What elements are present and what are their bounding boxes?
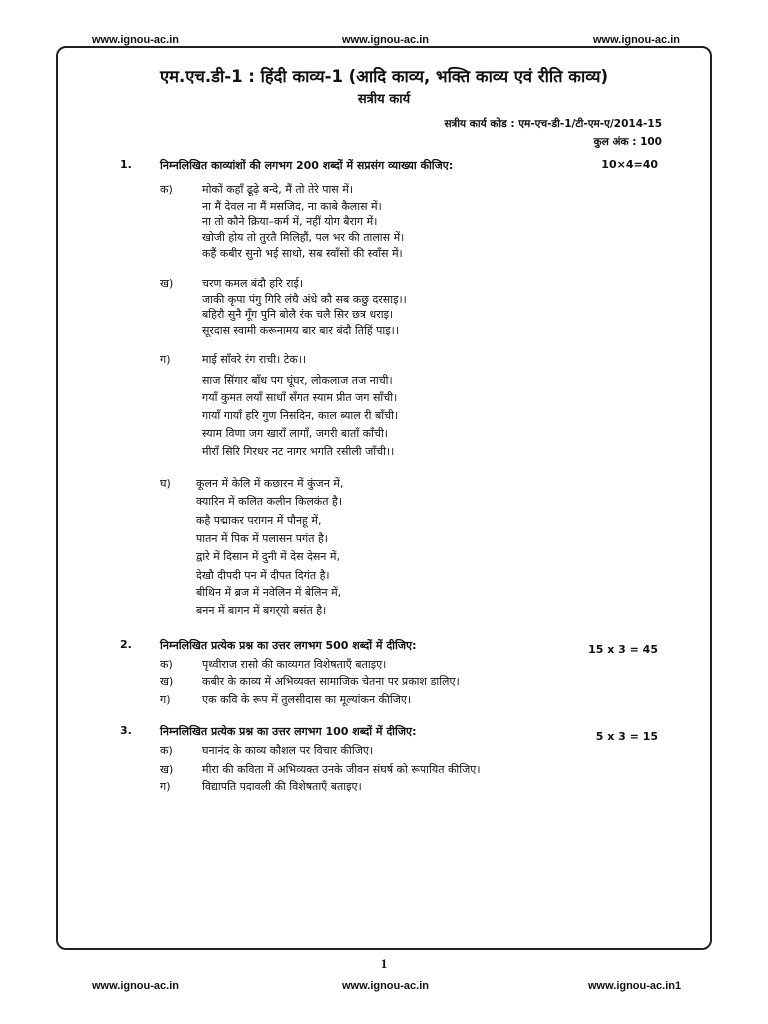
footer-link-left[interactable]: www.ignou-ac.in (92, 980, 179, 992)
verse-line: बहिरौ सुनै गूँग पुनि बोलै रंक चलै सिर छत्र धराइ। (202, 308, 394, 321)
part-label: घ) (160, 477, 171, 490)
verse-line: कूलन में केलि में कछारन में कुंजन में, (196, 477, 344, 490)
verse-line: कहै पद्माकर परागन में पौनहू में, (196, 514, 322, 527)
question-number: 2. (120, 638, 132, 651)
part-label: ग) (160, 353, 171, 366)
document-title: एम.एच.डी-1 : हिंदी काव्य-1 (आदि काव्य, भक्ति काव्य एवं रीति काव्य) (159, 67, 608, 86)
verse-line: गयाँ कुमत लयाँ साधाँ सँगत स्याम प्रीत जग साँची। (202, 391, 398, 404)
verse-line: साज सिंगार बाँध पग घूंघर, लोकलाज तज नाची। (202, 374, 393, 387)
verse-line: पातन में पिक में पलासन पगंत है। (196, 532, 328, 545)
header-link-left[interactable]: www.ignou-ac.in (92, 34, 179, 46)
item-label: क) (160, 744, 173, 757)
page-border (56, 46, 712, 950)
total-marks: कुल अंक : 100 (593, 136, 662, 148)
item-label: ख) (160, 763, 174, 776)
verse-line: क्यारिन में कलित कलीन किलकंत है। (196, 495, 342, 508)
item-text: पृथ्वीराज रासो की काव्यगत विशेषताएँ बताइए। (202, 658, 387, 671)
item-label: ख) (160, 675, 174, 688)
header-link-right[interactable]: www.ignou-ac.in (593, 34, 680, 46)
assignment-code: सत्रीय कार्य कोड : एम-एच-डी-1/टी-एम-ए/2014-15 (444, 118, 662, 130)
question-marks: 5 x 3 = 15 (595, 730, 658, 743)
verse-line: बनन में बागन में बगर्‌यो बसंत है। (196, 604, 327, 617)
verse-line: बीथिन में ब्रज में नवेलिन में बेलिन में, (196, 586, 342, 599)
item-text: मीरा की कविता में अभिव्यक्त उनके जीवन संघर्ष को रूपायित कीजिए। (202, 763, 481, 776)
question-marks: 10×4=40 (601, 158, 658, 171)
question-number: 1. (120, 158, 132, 171)
footer-link-right[interactable]: www.ignou-ac.in1 (588, 980, 682, 992)
verse-line: मीराँ सिरि गिरधर नट नागर भगति रसीली जाँची।। (202, 445, 395, 458)
verse-line: गायाँ गायाँ हरि गुण निसदिन, काल ब्याल री बाँची। (202, 409, 399, 422)
verse-line: चरण कमल बंदौ हरि राई। (202, 277, 303, 290)
header-link-center[interactable]: www.ignou-ac.in (342, 34, 429, 46)
verse-line: माई साँवरे रंग राची। टेक।। (202, 353, 307, 366)
verse-line: जाकी कृपा पंगु गिरि लंघै अंधे कौ सब कछु दरसाइ।। (202, 293, 407, 306)
verse-line: ना मैं देवल ना मैं मसजिद, ना काबे कैलास में। (202, 200, 382, 213)
footer-link-center[interactable]: www.ignou-ac.in (342, 980, 429, 992)
verse-line: सूरदास स्वामी करूनामय बार बार बंदौ तिहिं पाइ।। (202, 324, 399, 337)
verse-line: खोजी होय तो तुरतै मिलिहौं, पल भर की तालास में। (202, 231, 405, 244)
question-text: निम्नलिखित काव्यांशों की लगभग 200 शब्दों में सप्रसंग व्याख्या कीजिए: (160, 159, 454, 172)
part-label: ख) (160, 277, 174, 290)
question-marks: 15 x 3 = 45 (588, 643, 658, 656)
question-number: 3. (120, 724, 132, 737)
verse-line: कहैं कबीर सुनो भई साधो, सब स्वाँसों की स्वाँस में। (202, 247, 403, 260)
part-label: क) (160, 183, 173, 196)
verse-line: देखौ दीपदी पन में दीपत दिगंत है। (196, 569, 330, 582)
item-label: क) (160, 658, 173, 671)
verse-line: मोकों कहाँ ढूढ़े बन्दे, मैं तो तेरे पास में। (202, 183, 353, 196)
item-text: कबीर के काव्य में अभिव्यक्त सामाजिक चेतना पर प्रकाश डालिए। (202, 675, 460, 688)
verse-line: द्वारे में दिसान में दुनी में देस देसन में, (196, 550, 340, 563)
item-text: एक कवि के रूप में तुलसीदास का मूल्यांकन कीजिए। (202, 693, 412, 706)
verse-line: स्याम विणा जग खाराँ लागाँ, जगरी बाताँ काँची। (202, 427, 388, 440)
document-subtitle: सत्रीय कार्य (357, 92, 411, 107)
page-number: 1 (380, 956, 388, 971)
item-label: ग) (160, 780, 171, 793)
question-text: निम्नलिखित प्रत्येक प्रश्न का उत्तर लगभग 500 शब्दों में दीजिए: (160, 639, 417, 652)
question-text: निम्नलिखित प्रत्येक प्रश्न का उत्तर लगभग 100 शब्दों में दीजिए: (160, 725, 417, 738)
item-text: घनानंद के काव्य कौशल पर विचार कीजिए। (202, 744, 374, 757)
verse-line: ना तो कौने क्रिया–कर्म में, नहीं योग बैराग में। (202, 215, 378, 228)
item-text: विद्यापति पदावली की विशेषताएँ बताइए। (202, 780, 362, 793)
item-label: ग) (160, 693, 171, 706)
